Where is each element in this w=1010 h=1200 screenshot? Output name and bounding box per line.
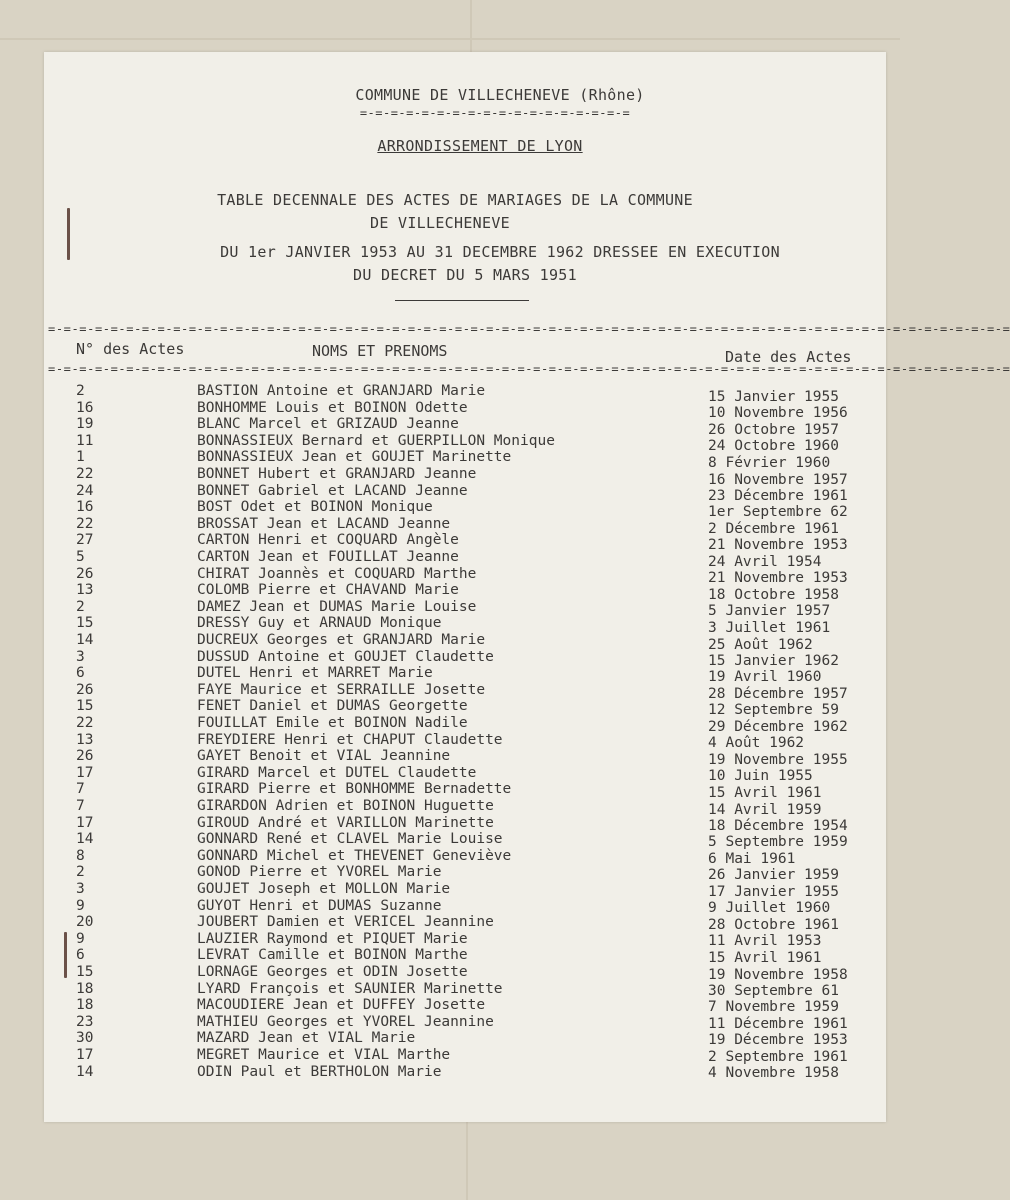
- commune-heading: COMMUNE DE VILLECHENEVE (Rhône): [355, 86, 645, 104]
- entry-number: 14: [76, 831, 94, 848]
- entry-date: 9 Juillet 1960: [708, 900, 831, 917]
- entry-number: 13: [76, 582, 94, 599]
- entry-date: 25 Août 1962: [708, 636, 813, 653]
- table-row: [0, 997, 900, 1014]
- entry-number: 3: [76, 648, 85, 665]
- table-row: [0, 715, 900, 735]
- table-row: [0, 615, 900, 636]
- entry-names: GONNARD René et CLAVEL Marie Louise: [197, 831, 503, 848]
- entry-date: 5 Janvier 1957: [708, 603, 831, 620]
- entry-names: BONNET Hubert et GRANJARD Jeanne: [197, 466, 477, 482]
- entry-date: 15 Avril 1961: [708, 949, 822, 966]
- table-row: [0, 1047, 900, 1064]
- column-header-date: Date des Actes: [725, 348, 852, 366]
- entry-date: 30 Septembre 61: [708, 982, 839, 999]
- entry-number: 15: [76, 615, 94, 632]
- entry-date: 7 Novembre 1959: [708, 999, 839, 1016]
- entry-number: 18: [76, 997, 94, 1014]
- entry-number: 27: [76, 532, 94, 549]
- entry-date: 18 Octobre 1958: [708, 586, 839, 603]
- entry-number: 15: [76, 698, 94, 715]
- table-row: [0, 416, 900, 438]
- entry-date: 19 Novembre 1958: [708, 966, 848, 983]
- entry-date: 2 Septembre 1961: [708, 1049, 848, 1065]
- table-row: [0, 848, 900, 865]
- table-row: [0, 681, 900, 702]
- entry-date: 1er Septembre 62: [708, 504, 848, 521]
- entry-date: 16 Novembre 1957: [708, 471, 848, 488]
- entry-names: BROSSAT Jean et LACAND Jeanne: [197, 515, 451, 532]
- entry-date: 19 Novembre 1955: [708, 751, 848, 768]
- entry-number: 6: [76, 665, 85, 682]
- title-line-4: DU DECRET DU 5 MARS 1951: [353, 266, 577, 284]
- column-header-number: N° des Actes: [76, 340, 185, 358]
- entry-names: DUTEL Henri et MARRET Marie: [197, 665, 433, 682]
- table-row: [0, 466, 900, 488]
- entry-number: 22: [76, 715, 94, 731]
- entry-names: BONHOMME Louis et BOINON Odette: [197, 399, 468, 416]
- entry-number: 17: [76, 814, 94, 831]
- table-row: [0, 515, 900, 537]
- entry-names: CARTON Henri et COQUARD Angèle: [197, 532, 459, 549]
- table-row: [0, 432, 900, 455]
- entry-number: 9: [76, 930, 85, 947]
- entry-names: JOUBERT Damien et VERICEL Jeannine: [197, 914, 494, 931]
- entry-number: 16: [76, 399, 94, 416]
- entry-number: 24: [76, 482, 94, 499]
- entry-names: GIRARD Pierre et BONHOMME Bernadette: [197, 781, 512, 798]
- table-row: [0, 731, 900, 752]
- entry-names: GONNARD Michel et THEVENET Geneviève: [197, 847, 512, 864]
- entry-number: 22: [76, 515, 94, 532]
- table-row: [0, 482, 900, 504]
- entry-names: GIROUD André et VARILLON Marinette: [197, 814, 494, 831]
- entry-names: FOUILLAT Emile et BOINON Nadile: [197, 715, 468, 731]
- entry-names: DUCREUX Georges et GRANJARD Marie: [197, 632, 486, 648]
- entry-number: 5: [76, 549, 85, 565]
- entry-number: 17: [76, 1047, 94, 1063]
- entry-names: FENET Daniel et DUMAS Georgette: [197, 698, 468, 715]
- entry-names: DAMEZ Jean et DUMAS Marie Louise: [197, 598, 477, 615]
- separator-bottom: =-=-=-=-=-=-=-=-=-=-=-=-=-=-=-=-=-=-=-=-=-=-=-=-=-=-=-=-=-=-=-=-=-=-=-=-=-=-=-=-=-=-=-=-=-=-=-=-=-=-=-=-=-=-=-=-=-=-=-=-=-=: [48, 362, 1010, 376]
- entry-date: 21 Novembre 1953: [708, 537, 848, 554]
- separator-top: =-=-=-=-=-=-=-=-=-=-=-=-=-=-=-=-=-=-=-=-=-=-=-=-=-=-=-=-=-=-=-=-=-=-=-=-=-=-=-=-=-=-=-=-=-=-=-=-=-=-=-=-=-=-=-=-=-=-=-=-=-=: [48, 322, 1010, 336]
- margin-pen-mark: [64, 932, 67, 978]
- entry-names: GIRARDON Adrien et BOINON Huguette: [197, 798, 494, 814]
- entry-date: 5 Septembre 1959: [708, 834, 848, 851]
- entry-number: 20: [76, 914, 94, 931]
- entry-number: 8: [76, 847, 85, 864]
- entry-number: 11: [76, 432, 94, 449]
- entry-number: 17: [76, 764, 94, 781]
- arrondissement-heading: ARRONDISSEMENT DE LYON: [377, 137, 583, 155]
- table-row: [0, 1064, 900, 1081]
- entry-date: 11 Avril 1953: [708, 933, 822, 950]
- entry-names: MAZARD Jean et VIAL Marie: [197, 1030, 416, 1047]
- entry-names: CHIRAT Joannès et COQUARD Marthe: [197, 565, 477, 582]
- entry-number: 22: [76, 466, 94, 482]
- entry-names: BLANC Marcel et GRIZAUD Jeanne: [197, 416, 459, 433]
- entry-date: 24 Octobre 1960: [708, 438, 839, 455]
- table-row: [0, 831, 900, 851]
- entry-date: 21 Novembre 1953: [708, 570, 848, 587]
- table-row: [0, 947, 900, 964]
- table-row: [0, 648, 900, 669]
- table-row: [0, 549, 900, 570]
- table-row: [0, 931, 900, 948]
- entry-number: 6: [76, 947, 85, 964]
- entry-names: DUSSUD Antoine et GOUJET Claudette: [197, 648, 494, 665]
- table-row: [0, 815, 900, 832]
- table-row: [0, 383, 900, 405]
- entry-date: 2 Décembre 1961: [708, 520, 839, 537]
- table-row: [0, 898, 900, 915]
- table-row: [0, 449, 900, 471]
- entry-names: ODIN Paul et BERTHOLON Marie: [197, 1063, 442, 1080]
- entry-names: GONOD Pierre et YVOREL Marie: [197, 864, 442, 881]
- table-row: [0, 881, 900, 898]
- entry-number: 7: [76, 798, 85, 814]
- table-row: [0, 964, 900, 981]
- entry-number: 3: [76, 881, 85, 897]
- entry-names: LYARD François et SAUNIER Marinette: [197, 980, 503, 997]
- entry-date: 8 Février 1960: [708, 454, 831, 471]
- title-line-3: DU 1er JANVIER 1953 AU 31 DECEMBRE 1962 DRESSEE EN EXECUTION: [220, 243, 780, 261]
- entry-date: 6 Mai 1961: [708, 850, 796, 867]
- entry-date: 26 Octobre 1957: [708, 421, 839, 438]
- entry-names: MACOUDIERE Jean et DUFFEY Josette: [197, 997, 486, 1014]
- entry-date: 15 Avril 1961: [708, 784, 822, 801]
- entry-number: 14: [76, 632, 94, 648]
- entry-number: 7: [76, 781, 85, 798]
- entry-names: GIRARD Marcel et DUTEL Claudette: [197, 764, 477, 781]
- entry-names: LEVRAT Camille et BOINON Marthe: [197, 947, 468, 964]
- entry-names: FAYE Maurice et SERRAILLE Josette: [197, 681, 486, 698]
- table-row: [0, 399, 900, 422]
- table-row: [0, 981, 900, 998]
- entry-number: 2: [76, 598, 85, 615]
- entry-names: LAUZIER Raymond et PIQUET Marie: [197, 930, 468, 947]
- entry-names: LORNAGE Georges et ODIN Josette: [197, 964, 468, 980]
- entry-date: 11 Décembre 1961: [708, 1015, 848, 1032]
- entry-names: COLOMB Pierre et CHAVAND Marie: [197, 582, 459, 599]
- table-row: [0, 764, 900, 785]
- entry-number: 2: [76, 864, 85, 881]
- entry-date: 28 Décembre 1957: [708, 685, 848, 702]
- entry-names: BONNASSIEUX Bernard et GUERPILLON Monique: [197, 432, 555, 449]
- entry-number: 18: [76, 980, 94, 997]
- entry-date: 18 Décembre 1954: [708, 817, 848, 834]
- entry-number: 30: [76, 1030, 94, 1047]
- entry-number: 2: [76, 383, 85, 399]
- entry-number: 23: [76, 1013, 94, 1030]
- entry-names: CARTON Jean et FOUILLAT Jeanne: [197, 549, 459, 565]
- table-row: [0, 1014, 900, 1031]
- table-row: [0, 864, 900, 884]
- entry-names: MEGRET Maurice et VIAL Marthe: [197, 1047, 451, 1063]
- entry-date: 29 Décembre 1962: [708, 719, 848, 735]
- entry-date: 10 Novembre 1956: [708, 405, 848, 422]
- entry-date: 10 Juin 1955: [708, 768, 813, 785]
- entry-number: 14: [76, 1063, 94, 1080]
- entry-number: 19: [76, 416, 94, 433]
- table-row: [0, 665, 900, 686]
- entry-number: 26: [76, 681, 94, 698]
- entry-date: 4 Août 1962: [708, 735, 805, 752]
- entry-names: BONNASSIEUX Jean et GOUJET Marinette: [197, 449, 512, 466]
- paper-crease: [0, 38, 900, 40]
- entry-date: 12 Septembre 59: [708, 702, 839, 719]
- entry-names: GOUJET Joseph et MOLLON Marie: [197, 881, 451, 897]
- table-row: [0, 914, 900, 931]
- table-row: [0, 598, 900, 620]
- table-row: [0, 781, 900, 801]
- entry-names: BASTION Antoine et GRANJARD Marie: [197, 383, 486, 399]
- entry-date: 14 Avril 1959: [708, 801, 822, 818]
- table-row: [0, 698, 900, 719]
- commune-underline: =-=-=-=-=-=-=-=-=-=-=-=-=-=-=-=-=-=: [359, 106, 631, 120]
- entry-date: 28 Octobre 1961: [708, 916, 839, 933]
- title-rule: [395, 300, 529, 301]
- entry-date: 3 Juillet 1961: [708, 619, 831, 636]
- entry-names: FREYDIERE Henri et CHAPUT Claudette: [197, 731, 503, 748]
- entry-date: 19 Avril 1960: [708, 669, 822, 686]
- table-row: [0, 565, 900, 587]
- entry-date: 19 Décembre 1953: [708, 1032, 848, 1049]
- entry-number: 1: [76, 449, 85, 466]
- paper-crease: [466, 1122, 468, 1200]
- entry-names: MATHIEU Georges et YVOREL Jeannine: [197, 1013, 494, 1030]
- entry-date: 26 Janvier 1959: [708, 867, 839, 884]
- title-line-1: TABLE DECENNALE DES ACTES DE MARIAGES DE LA COMMUNE: [217, 191, 693, 209]
- table-row: [0, 532, 900, 554]
- entry-number: 13: [76, 731, 94, 748]
- entry-number: 26: [76, 565, 94, 582]
- entry-number: 16: [76, 499, 94, 516]
- table-row: [0, 632, 900, 653]
- table-row: [0, 499, 900, 521]
- entry-date: 17 Janvier 1955: [708, 884, 839, 900]
- entry-date: 15 Janvier 1955: [708, 389, 839, 405]
- entry-date: 15 Janvier 1962: [708, 652, 839, 669]
- entry-date: 4 Novembre 1958: [708, 1065, 839, 1082]
- table-row: [0, 748, 900, 768]
- entry-number: 15: [76, 964, 94, 980]
- paper-crease: [470, 0, 472, 52]
- margin-pen-mark: [67, 208, 70, 260]
- entry-date: 24 Avril 1954: [708, 554, 822, 570]
- entry-names: BONNET Gabriel et LACAND Jeanne: [197, 482, 468, 499]
- entry-number: 26: [76, 748, 94, 765]
- entry-names: BOST Odet et BOINON Monique: [197, 499, 433, 516]
- entry-date: 23 Décembre 1961: [708, 487, 848, 504]
- table-row: [0, 1030, 900, 1047]
- entry-names: GUYOT Henri et DUMAS Suzanne: [197, 897, 442, 914]
- entry-number: 9: [76, 897, 85, 914]
- entry-names: DRESSY Guy et ARNAUD Monique: [197, 615, 442, 632]
- table-row: [0, 798, 900, 818]
- entry-names: GAYET Benoit et VIAL Jeannine: [197, 748, 451, 765]
- table-row: [0, 582, 900, 603]
- column-header-names: NOMS ET PRENOMS: [312, 342, 448, 360]
- title-line-2: DE VILLECHENEVE: [370, 214, 510, 232]
